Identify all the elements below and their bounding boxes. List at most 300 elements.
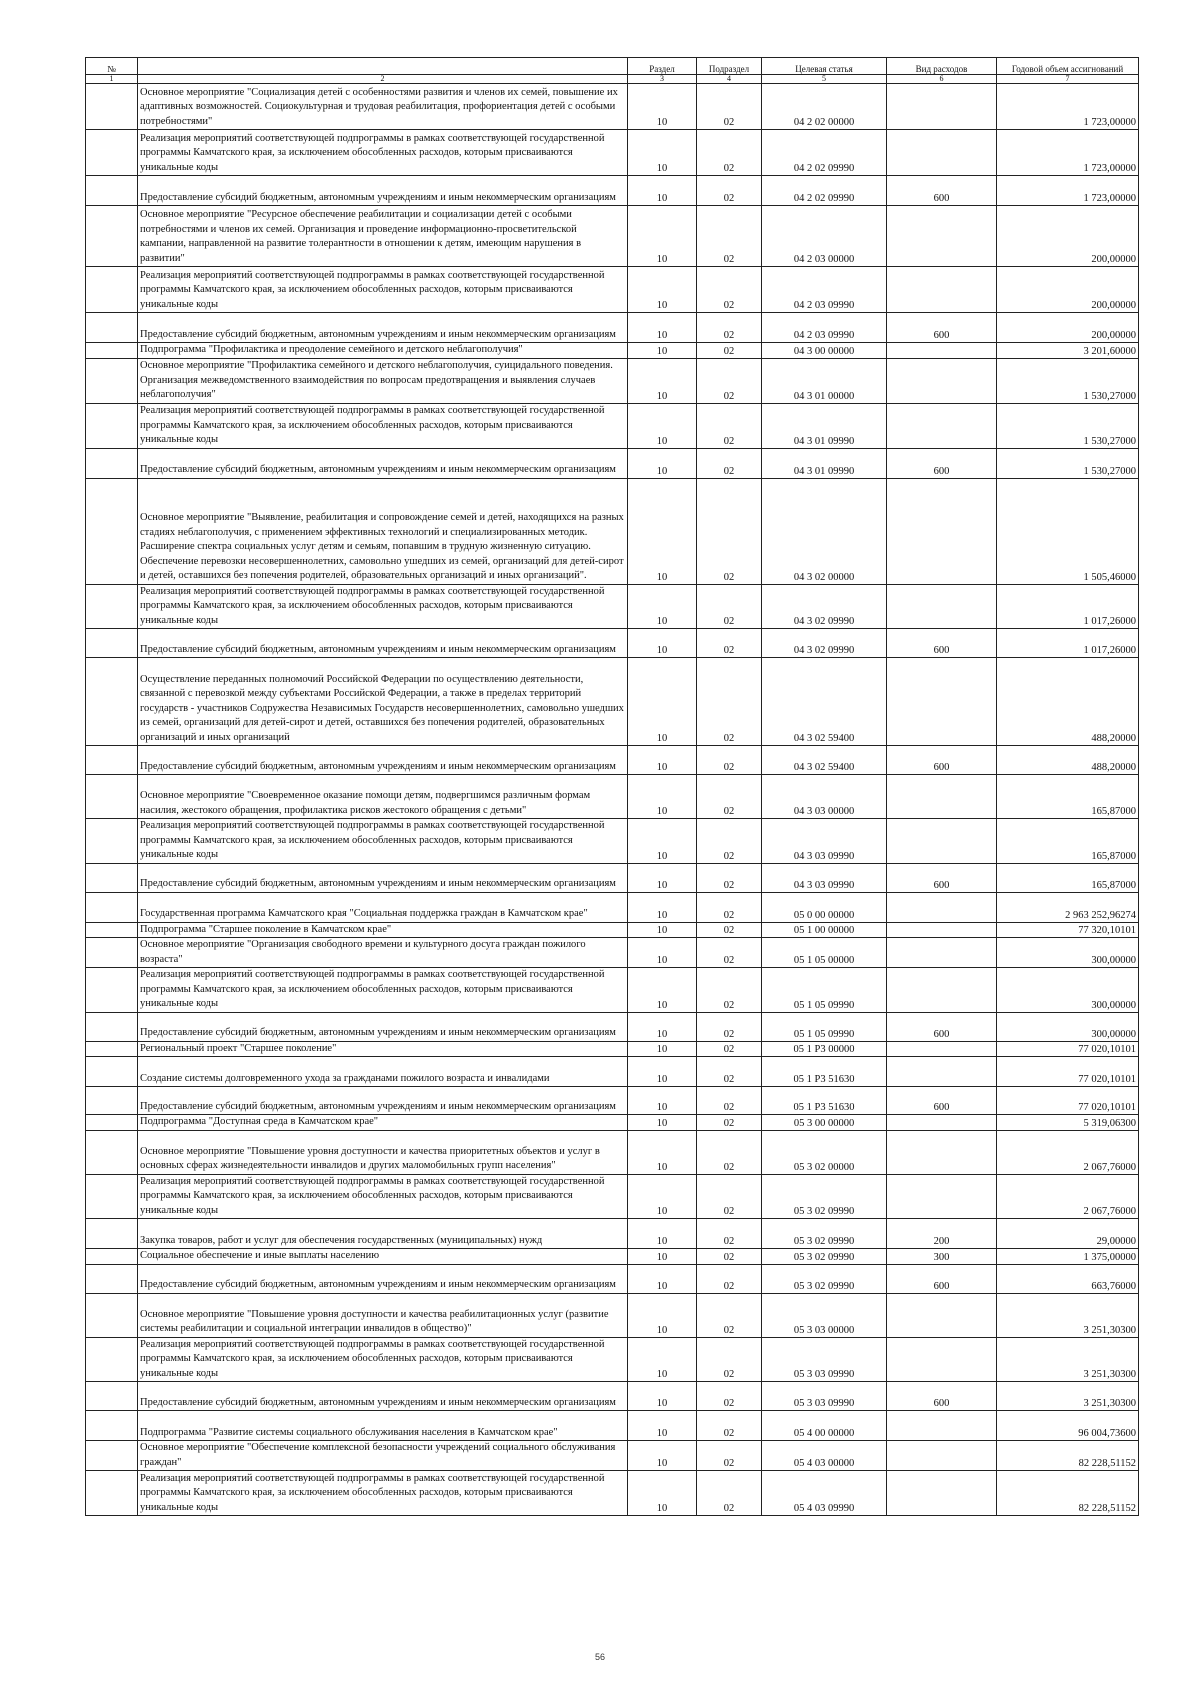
- row-subsection-cell: 02: [697, 584, 762, 629]
- row-index-cell: [86, 746, 138, 775]
- table-row: [86, 1087, 1139, 1115]
- row-target-cell: 05 0 00 00000: [762, 892, 887, 922]
- column-number-row: [86, 75, 1139, 84]
- row-section-cell: 10: [628, 1041, 697, 1057]
- row-amount-cell: 96 004,73600: [997, 1411, 1139, 1441]
- row-target-cell: 04 3 03 09990: [762, 863, 887, 892]
- table-row: [86, 968, 1139, 1013]
- row-amount-cell: 165,87000: [997, 775, 1139, 819]
- row-expense-type-cell: [887, 84, 997, 130]
- page-number: 56: [594, 1652, 605, 1662]
- column-number: 2: [138, 75, 628, 84]
- row-target-cell: 05 3 03 09990: [762, 1382, 887, 1411]
- header-section: Раздел: [628, 58, 697, 75]
- row-index-cell: [86, 1057, 138, 1087]
- row-target-cell: 04 3 00 00000: [762, 343, 887, 359]
- row-target-cell: 04 3 01 09990: [762, 403, 887, 448]
- row-expense-type-cell: [887, 775, 997, 819]
- row-section-cell: 10: [628, 968, 697, 1013]
- row-amount-cell: 663,76000: [997, 1264, 1139, 1293]
- row-amount-cell: 165,87000: [997, 819, 1139, 864]
- row-expense-type-cell: 600: [887, 313, 997, 343]
- row-target-cell: 05 3 02 00000: [762, 1130, 887, 1174]
- row-target-cell: 05 1 05 00000: [762, 938, 887, 968]
- row-subsection-cell: 02: [697, 658, 762, 746]
- row-amount-cell: 300,00000: [997, 938, 1139, 968]
- row-subsection-cell: 02: [697, 343, 762, 359]
- row-amount-cell: 3 251,30300: [997, 1337, 1139, 1382]
- row-amount-cell: 1 017,26000: [997, 584, 1139, 629]
- row-name-cell: Предоставление субсидий бюджетным, автономным учреждениям и иным некоммерческим организациям: [138, 629, 628, 658]
- row-expense-type-cell: [887, 1293, 997, 1337]
- row-subsection-cell: 02: [697, 1441, 762, 1471]
- row-index-cell: [86, 176, 138, 206]
- table-row: [86, 1293, 1139, 1337]
- row-target-cell: 05 1 00 00000: [762, 922, 887, 938]
- row-amount-cell: 165,87000: [997, 863, 1139, 892]
- row-index-cell: [86, 863, 138, 892]
- table-row: [86, 1057, 1139, 1087]
- table-row: [86, 584, 1139, 629]
- row-section-cell: 10: [628, 1057, 697, 1087]
- budget-table: [85, 57, 1139, 1516]
- row-target-cell: 04 3 03 00000: [762, 775, 887, 819]
- table-row: [86, 478, 1139, 584]
- row-section-cell: 10: [628, 358, 697, 403]
- row-index-cell: [86, 1441, 138, 1471]
- row-section-cell: 10: [628, 863, 697, 892]
- row-expense-type-cell: [887, 1174, 997, 1219]
- row-section-cell: 10: [628, 1411, 697, 1441]
- header-subsection: Подраздел: [697, 58, 762, 75]
- row-index-cell: [86, 1249, 138, 1265]
- row-amount-cell: 3 251,30300: [997, 1293, 1139, 1337]
- row-section-cell: 10: [628, 1382, 697, 1411]
- row-expense-type-cell: 600: [887, 746, 997, 775]
- budget-sheet: [85, 57, 1138, 1516]
- row-name-cell: Социальное обеспечение и иные выплаты населению: [138, 1249, 628, 1265]
- row-index-cell: [86, 1411, 138, 1441]
- row-amount-cell: 2 067,76000: [997, 1130, 1139, 1174]
- row-index-cell: [86, 358, 138, 403]
- row-subsection-cell: 02: [697, 863, 762, 892]
- row-index-cell: [86, 1293, 138, 1337]
- row-section-cell: 10: [628, 267, 697, 313]
- row-target-cell: 04 2 02 00000: [762, 84, 887, 130]
- header-target: Целевая статья: [762, 58, 887, 75]
- row-subsection-cell: 02: [697, 176, 762, 206]
- row-expense-type-cell: [887, 206, 997, 267]
- row-subsection-cell: 02: [697, 938, 762, 968]
- table-row: [86, 1115, 1139, 1131]
- row-target-cell: 05 4 00 00000: [762, 1411, 887, 1441]
- row-expense-type-cell: [887, 1337, 997, 1382]
- row-index-cell: [86, 1219, 138, 1249]
- row-section-cell: 10: [628, 206, 697, 267]
- row-amount-cell: 77 020,10101: [997, 1057, 1139, 1087]
- row-target-cell: 04 2 02 09990: [762, 176, 887, 206]
- row-expense-type-cell: [887, 1115, 997, 1131]
- row-section-cell: 10: [628, 658, 697, 746]
- row-name-cell: Основное мероприятие "Своевременное оказание помощи детям, подвергшимся различным формам насилия, жестокого обращения, профилактика рисков жестокого обращения с детьми": [138, 775, 628, 819]
- table-row: [86, 358, 1139, 403]
- row-target-cell: 05 3 03 00000: [762, 1293, 887, 1337]
- row-target-cell: 04 3 02 59400: [762, 658, 887, 746]
- row-section-cell: 10: [628, 1264, 697, 1293]
- row-target-cell: 04 3 03 09990: [762, 819, 887, 864]
- row-index-cell: [86, 1264, 138, 1293]
- table-row: [86, 629, 1139, 658]
- column-number: 6: [887, 75, 997, 84]
- row-section-cell: 10: [628, 343, 697, 359]
- row-target-cell: 04 3 02 09990: [762, 629, 887, 658]
- row-expense-type-cell: 600: [887, 863, 997, 892]
- row-target-cell: 04 3 02 00000: [762, 478, 887, 584]
- table-row: [86, 84, 1139, 130]
- row-section-cell: 10: [628, 1087, 697, 1115]
- row-name-cell: Реализация мероприятий соответствующей подпрограммы в рамках соответствующей государственной программы Камчатского края, за исключением обособленных расходов, которым присваиваются уникальные коды: [138, 1471, 628, 1516]
- row-name-cell: Предоставление субсидий бюджетным, автономным учреждениям и иным некоммерческим организациям: [138, 1382, 628, 1411]
- row-subsection-cell: 02: [697, 1411, 762, 1441]
- row-expense-type-cell: [887, 819, 997, 864]
- row-index-cell: [86, 629, 138, 658]
- row-section-cell: 10: [628, 176, 697, 206]
- row-section-cell: 10: [628, 892, 697, 922]
- row-name-cell: Предоставление субсидий бюджетным, автономным учреждениям и иным некоммерческим организациям: [138, 176, 628, 206]
- row-expense-type-cell: [887, 584, 997, 629]
- row-amount-cell: 1 017,26000: [997, 629, 1139, 658]
- row-name-cell: Реализация мероприятий соответствующей подпрограммы в рамках соответствующей государственной программы Камчатского края, за исключением обособленных расходов, которым присваиваются уникальные коды: [138, 267, 628, 313]
- row-name-cell: Реализация мероприятий соответствующей подпрограммы в рамках соответствующей государственной программы Камчатского края, за исключением обособленных расходов, которым присваиваются уникальные коды: [138, 819, 628, 864]
- row-target-cell: 04 3 02 59400: [762, 746, 887, 775]
- row-target-cell: 04 2 03 00000: [762, 206, 887, 267]
- row-index-cell: [86, 584, 138, 629]
- row-amount-cell: 29,00000: [997, 1219, 1139, 1249]
- row-expense-type-cell: [887, 343, 997, 359]
- column-number: 1: [86, 75, 138, 84]
- row-subsection-cell: 02: [697, 1249, 762, 1265]
- row-section-cell: 10: [628, 403, 697, 448]
- table-row: [86, 1337, 1139, 1382]
- header-name: [138, 58, 628, 75]
- row-amount-cell: 1 505,46000: [997, 478, 1139, 584]
- row-target-cell: 05 1 P3 51630: [762, 1087, 887, 1115]
- column-number: 3: [628, 75, 697, 84]
- row-target-cell: 05 3 00 00000: [762, 1115, 887, 1131]
- row-section-cell: 10: [628, 584, 697, 629]
- row-subsection-cell: 02: [697, 448, 762, 478]
- row-subsection-cell: 02: [697, 1041, 762, 1057]
- row-name-cell: Подпрограмма "Старшее поколение в Камчатском крае": [138, 922, 628, 938]
- row-expense-type-cell: [887, 968, 997, 1013]
- row-subsection-cell: 02: [697, 1264, 762, 1293]
- row-section-cell: 10: [628, 1293, 697, 1337]
- table-body: [86, 84, 1139, 1516]
- row-amount-cell: 488,20000: [997, 658, 1139, 746]
- row-expense-type-cell: [887, 403, 997, 448]
- row-index-cell: [86, 313, 138, 343]
- row-section-cell: 10: [628, 1441, 697, 1471]
- row-target-cell: 04 3 02 09990: [762, 584, 887, 629]
- table-row: [86, 1441, 1139, 1471]
- row-target-cell: 05 1 05 09990: [762, 1012, 887, 1041]
- table-row: [86, 206, 1139, 267]
- row-index-cell: [86, 819, 138, 864]
- row-index-cell: [86, 1087, 138, 1115]
- table-row: [86, 1219, 1139, 1249]
- table-row: [86, 448, 1139, 478]
- row-expense-type-cell: [887, 267, 997, 313]
- row-target-cell: 05 1 P3 51630: [762, 1057, 887, 1087]
- row-name-cell: Предоставление субсидий бюджетным, автономным учреждениям и иным некоммерческим организациям: [138, 1264, 628, 1293]
- row-name-cell: Предоставление субсидий бюджетным, автономным учреждениям и иным некоммерческим организациям: [138, 1087, 628, 1115]
- row-subsection-cell: 02: [697, 1174, 762, 1219]
- row-name-cell: Реализация мероприятий соответствующей подпрограммы в рамках соответствующей государственной программы Камчатского края, за исключением обособленных расходов, которым присваиваются уникальные коды: [138, 584, 628, 629]
- row-section-cell: 10: [628, 84, 697, 130]
- row-section-cell: 10: [628, 775, 697, 819]
- row-name-cell: Предоставление субсидий бюджетным, автономным учреждениям и иным некоммерческим организациям: [138, 863, 628, 892]
- row-section-cell: 10: [628, 1337, 697, 1382]
- row-expense-type-cell: 600: [887, 1382, 997, 1411]
- row-section-cell: 10: [628, 1130, 697, 1174]
- row-expense-type-cell: [887, 1441, 997, 1471]
- row-amount-cell: 77 020,10101: [997, 1087, 1139, 1115]
- row-subsection-cell: 02: [697, 1130, 762, 1174]
- table-row: [86, 130, 1139, 176]
- row-target-cell: 05 3 03 09990: [762, 1337, 887, 1382]
- row-amount-cell: 1 530,27000: [997, 403, 1139, 448]
- column-number: 5: [762, 75, 887, 84]
- row-expense-type-cell: 200: [887, 1219, 997, 1249]
- row-target-cell: 05 1 05 09990: [762, 968, 887, 1013]
- row-amount-cell: 300,00000: [997, 1012, 1139, 1041]
- row-amount-cell: 1 375,00000: [997, 1249, 1139, 1265]
- row-name-cell: Предоставление субсидий бюджетным, автономным учреждениям и иным некоммерческим организациям: [138, 1012, 628, 1041]
- table-row: [86, 1382, 1139, 1411]
- row-subsection-cell: 02: [697, 206, 762, 267]
- table-row: [86, 267, 1139, 313]
- row-subsection-cell: 02: [697, 1087, 762, 1115]
- row-amount-cell: 1 530,27000: [997, 448, 1139, 478]
- table-row: [86, 1130, 1139, 1174]
- row-name-cell: Предоставление субсидий бюджетным, автономным учреждениям и иным некоммерческим организациям: [138, 448, 628, 478]
- row-expense-type-cell: [887, 658, 997, 746]
- header-number: №: [86, 58, 138, 75]
- table-row: [86, 658, 1139, 746]
- row-target-cell: 04 2 03 09990: [762, 267, 887, 313]
- row-subsection-cell: 02: [697, 1219, 762, 1249]
- row-amount-cell: 5 319,06300: [997, 1115, 1139, 1131]
- row-index-cell: [86, 1130, 138, 1174]
- table-row: [86, 176, 1139, 206]
- row-index-cell: [86, 478, 138, 584]
- row-name-cell: Региональный проект "Старшее поколение": [138, 1041, 628, 1057]
- row-subsection-cell: 02: [697, 1293, 762, 1337]
- row-index-cell: [86, 343, 138, 359]
- row-target-cell: 04 3 01 00000: [762, 358, 887, 403]
- row-index-cell: [86, 130, 138, 176]
- row-index-cell: [86, 267, 138, 313]
- row-name-cell: Подпрограмма "Развитие системы социального обслуживания населения в Камчатском крае": [138, 1411, 628, 1441]
- row-amount-cell: 2 067,76000: [997, 1174, 1139, 1219]
- row-target-cell: 04 2 02 09990: [762, 130, 887, 176]
- row-index-cell: [86, 1115, 138, 1131]
- row-subsection-cell: 02: [697, 358, 762, 403]
- row-section-cell: 10: [628, 1115, 697, 1131]
- row-expense-type-cell: 600: [887, 1087, 997, 1115]
- row-target-cell: 05 3 02 09990: [762, 1219, 887, 1249]
- table-row: [86, 1012, 1139, 1041]
- row-name-cell: Основное мероприятие "Социализация детей с особенностями развития и членов их семей, повышение их адаптивных возможностей. Социокультурная и трудовая реабилитация, профориентация детей с особыми потребностями": [138, 84, 628, 130]
- table-row: [86, 938, 1139, 968]
- row-subsection-cell: 02: [697, 84, 762, 130]
- row-index-cell: [86, 922, 138, 938]
- row-target-cell: 05 4 03 09990: [762, 1471, 887, 1516]
- row-name-cell: Основное мероприятие "Повышение уровня доступности и качества приоритетных объектов и услуг в основных сферах жизнедеятельности инвалидов и других маломобильных групп населения": [138, 1130, 628, 1174]
- row-index-cell: [86, 892, 138, 922]
- row-subsection-cell: 02: [697, 267, 762, 313]
- row-subsection-cell: 02: [697, 1382, 762, 1411]
- row-subsection-cell: 02: [697, 403, 762, 448]
- row-name-cell: Основное мероприятие "Выявление, реабилитация и сопровождение семей и детей, находящихся на разных стадиях неблагополучия, с применением эффективных технологий и специализированных методик. Расширение спектра социальных услуг детям и семьям, попавшим в трудную жизненную ситуацию. Обеспечение перевозки несовершеннолетних, самовольно ушедших из семей, организаций для детей-сирот и детей, оставшихся без попечения родителей, образовательных организаций и иных организаций".: [138, 478, 628, 584]
- row-name-cell: Основное мероприятие "Повышение уровня доступности и качества реабилитационных услуг (развитие системы реабилитации и социальной интеграции инвалидов в общество)": [138, 1293, 628, 1337]
- row-expense-type-cell: [887, 1057, 997, 1087]
- row-index-cell: [86, 938, 138, 968]
- row-amount-cell: 2 963 252,96274: [997, 892, 1139, 922]
- row-target-cell: 05 4 03 00000: [762, 1441, 887, 1471]
- row-index-cell: [86, 658, 138, 746]
- row-section-cell: 10: [628, 448, 697, 478]
- row-index-cell: [86, 1337, 138, 1382]
- table-row: [86, 1249, 1139, 1265]
- row-expense-type-cell: [887, 1471, 997, 1516]
- row-section-cell: 10: [628, 313, 697, 343]
- table-row: [86, 403, 1139, 448]
- row-expense-type-cell: 600: [887, 1012, 997, 1041]
- row-subsection-cell: 02: [697, 1057, 762, 1087]
- row-subsection-cell: 02: [697, 968, 762, 1013]
- row-name-cell: Закупка товаров, работ и услуг для обеспечения государственных (муниципальных) нужд: [138, 1219, 628, 1249]
- table-row: [86, 1174, 1139, 1219]
- row-index-cell: [86, 1012, 138, 1041]
- row-expense-type-cell: [887, 1130, 997, 1174]
- row-amount-cell: 77 320,10101: [997, 922, 1139, 938]
- row-index-cell: [86, 1471, 138, 1516]
- row-name-cell: Реализация мероприятий соответствующей подпрограммы в рамках соответствующей государственной программы Камчатского края, за исключением обособленных расходов, которым присваиваются уникальные коды: [138, 968, 628, 1013]
- table-row: [86, 863, 1139, 892]
- row-subsection-cell: 02: [697, 1337, 762, 1382]
- row-amount-cell: 1 723,00000: [997, 84, 1139, 130]
- row-name-cell: Основное мероприятие "Профилактика семейного и детского неблагополучия, суицидального поведения. Организация межведомственного взаимодействия по вопросам предотвращения и выявления случаев неблагополучия": [138, 358, 628, 403]
- row-section-cell: 10: [628, 938, 697, 968]
- row-name-cell: Предоставление субсидий бюджетным, автономным учреждениям и иным некоммерческим организациям: [138, 313, 628, 343]
- row-expense-type-cell: [887, 478, 997, 584]
- row-name-cell: Реализация мероприятий соответствующей подпрограммы в рамках соответствующей государственной программы Камчатского края, за исключением обособленных расходов, которым присваиваются уникальные коды: [138, 130, 628, 176]
- row-subsection-cell: 02: [697, 130, 762, 176]
- row-amount-cell: 1 530,27000: [997, 358, 1139, 403]
- row-expense-type-cell: 600: [887, 448, 997, 478]
- row-section-cell: 10: [628, 1219, 697, 1249]
- table-row: [86, 343, 1139, 359]
- row-name-cell: Реализация мероприятий соответствующей подпрограммы в рамках соответствующей государственной программы Камчатского края, за исключением обособленных расходов, которым присваиваются уникальные коды: [138, 1337, 628, 1382]
- row-target-cell: 05 3 02 09990: [762, 1264, 887, 1293]
- row-amount-cell: 488,20000: [997, 746, 1139, 775]
- row-subsection-cell: 02: [697, 629, 762, 658]
- row-target-cell: 05 3 02 09990: [762, 1249, 887, 1265]
- column-number: 4: [697, 75, 762, 84]
- row-subsection-cell: 02: [697, 892, 762, 922]
- row-subsection-cell: 02: [697, 478, 762, 584]
- table-row: [86, 746, 1139, 775]
- table-row: [86, 1264, 1139, 1293]
- row-amount-cell: 200,00000: [997, 206, 1139, 267]
- row-amount-cell: 1 723,00000: [997, 130, 1139, 176]
- row-section-cell: 10: [628, 1174, 697, 1219]
- row-index-cell: [86, 448, 138, 478]
- row-section-cell: 10: [628, 819, 697, 864]
- row-amount-cell: 300,00000: [997, 968, 1139, 1013]
- row-amount-cell: 3 201,60000: [997, 343, 1139, 359]
- row-name-cell: Государственная программа Камчатского края "Социальная поддержка граждан в Камчатском крае": [138, 892, 628, 922]
- row-section-cell: 10: [628, 922, 697, 938]
- row-expense-type-cell: [887, 892, 997, 922]
- row-subsection-cell: 02: [697, 922, 762, 938]
- table-row: [86, 819, 1139, 864]
- row-expense-type-cell: 600: [887, 176, 997, 206]
- row-expense-type-cell: 300: [887, 1249, 997, 1265]
- row-name-cell: Осуществление переданных полномочий Российской Федерации по осуществлению деятельности, связанной с перевозкой между субъектами Российской Федерации, а также в пределах территорий государств - участников Содружества Независимых Государств несовершеннолетних, самовольно ушедших из семей, организаций для детей-сирот и детей, оставшихся без попечения родителей, образовательных организаций и иных организаций: [138, 658, 628, 746]
- table-row: [86, 1411, 1139, 1441]
- row-name-cell: Реализация мероприятий соответствующей подпрограммы в рамках соответствующей государственной программы Камчатского края, за исключением обособленных расходов, которым присваиваются уникальные коды: [138, 403, 628, 448]
- table-row: [86, 1041, 1139, 1057]
- row-target-cell: 05 3 02 09990: [762, 1174, 887, 1219]
- row-expense-type-cell: [887, 1411, 997, 1441]
- row-expense-type-cell: 600: [887, 1264, 997, 1293]
- row-amount-cell: 82 228,51152: [997, 1471, 1139, 1516]
- row-name-cell: Предоставление субсидий бюджетным, автономным учреждениям и иным некоммерческим организациям: [138, 746, 628, 775]
- row-amount-cell: 82 228,51152: [997, 1441, 1139, 1471]
- table-row: [86, 313, 1139, 343]
- row-subsection-cell: 02: [697, 1012, 762, 1041]
- row-target-cell: 05 1 P3 00000: [762, 1041, 887, 1057]
- row-target-cell: 04 3 01 09990: [762, 448, 887, 478]
- row-section-cell: 10: [628, 130, 697, 176]
- row-index-cell: [86, 968, 138, 1013]
- header-expense-type: Вид расходов: [887, 58, 997, 75]
- row-index-cell: [86, 1174, 138, 1219]
- row-index-cell: [86, 403, 138, 448]
- row-index-cell: [86, 206, 138, 267]
- row-name-cell: Подпрограмма "Профилактика и преодоление семейного и детского неблагополучия": [138, 343, 628, 359]
- row-amount-cell: 3 251,30300: [997, 1382, 1139, 1411]
- table-row: [86, 1471, 1139, 1516]
- row-name-cell: Создание системы долговременного ухода за гражданами пожилого возраста и инвалидами: [138, 1057, 628, 1087]
- row-subsection-cell: 02: [697, 746, 762, 775]
- row-name-cell: Основное мероприятие "Обеспечение комплексной безопасности учреждений социального обслуживания граждан": [138, 1441, 628, 1471]
- row-index-cell: [86, 775, 138, 819]
- row-subsection-cell: 02: [697, 775, 762, 819]
- header-annual-volume: Годовой объем ассигнований: [997, 58, 1139, 75]
- row-section-cell: 10: [628, 478, 697, 584]
- row-index-cell: [86, 84, 138, 130]
- row-section-cell: 10: [628, 1249, 697, 1265]
- row-index-cell: [86, 1041, 138, 1057]
- row-name-cell: Подпрограмма "Доступная среда в Камчатском крае": [138, 1115, 628, 1131]
- table-row: [86, 922, 1139, 938]
- row-subsection-cell: 02: [697, 819, 762, 864]
- row-section-cell: 10: [628, 746, 697, 775]
- row-name-cell: Реализация мероприятий соответствующей подпрограммы в рамках соответствующей государственной программы Камчатского края, за исключением обособленных расходов, которым присваиваются уникальные коды: [138, 1174, 628, 1219]
